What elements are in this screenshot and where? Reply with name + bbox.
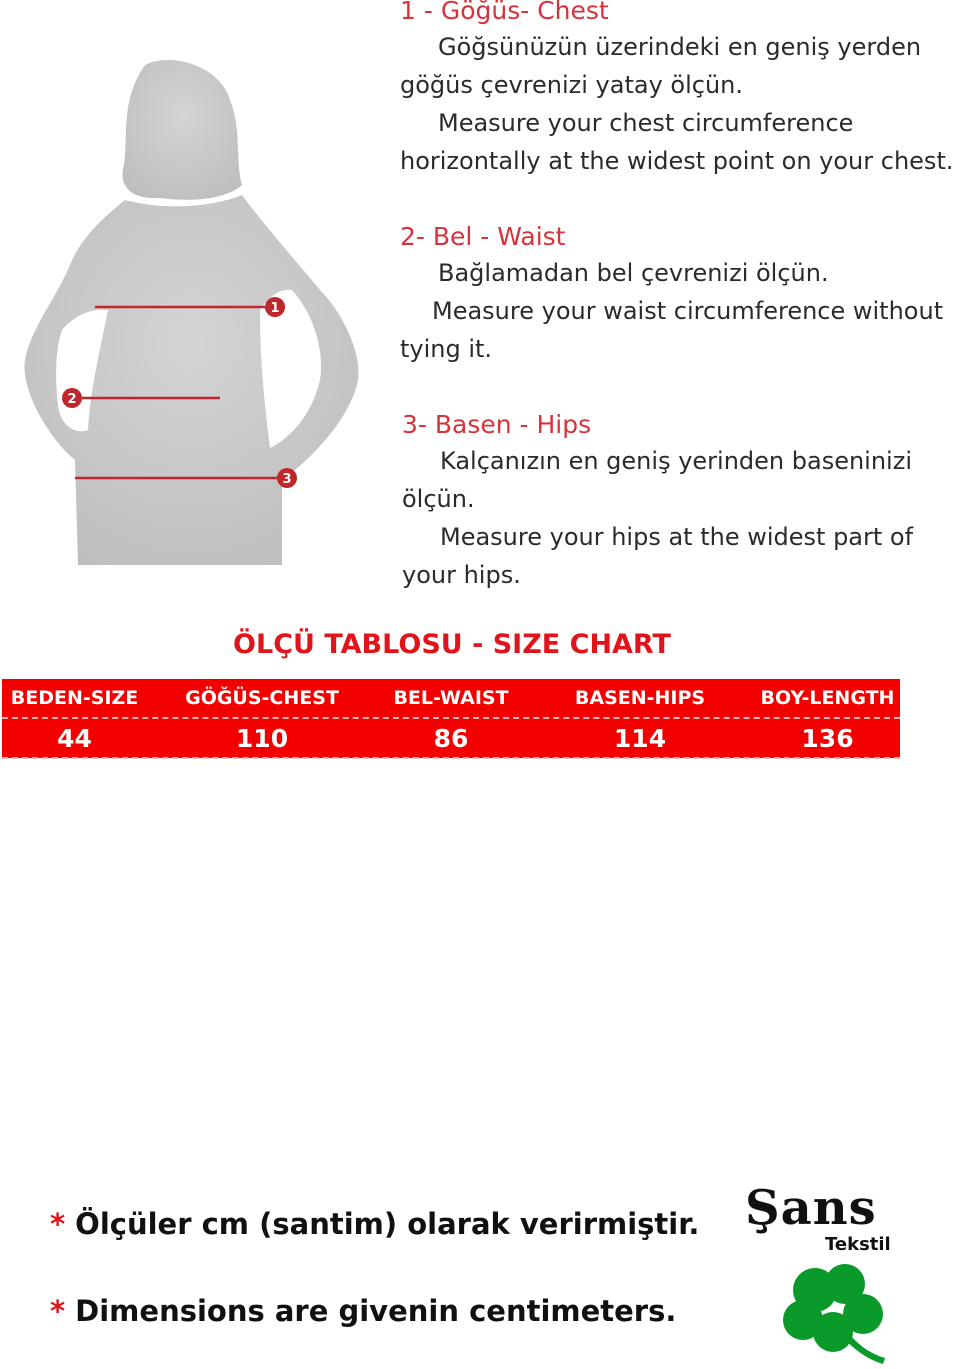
header-hips: BASEN-HIPS <box>574 687 706 709</box>
waist-title: 2- Bel - Waist <box>400 222 566 251</box>
size-chart-title: ÖLÇÜ TABLOSU - SIZE CHART <box>233 629 671 660</box>
hips-section <box>402 408 913 594</box>
marker-1 <box>265 297 285 317</box>
waist-en-line-1: Measure your waist circumference without <box>432 297 944 325</box>
table-bottom-border <box>2 757 900 759</box>
value-waist: 86 <box>433 723 469 753</box>
svg-text:2: 2 <box>67 392 77 407</box>
value-length: 136 <box>801 723 854 753</box>
silhouette-head <box>123 60 243 200</box>
value-chest: 110 <box>235 723 289 753</box>
note-turkish <box>50 1207 699 1241</box>
logo-brand-name: Şans <box>745 1180 877 1236</box>
hips-tr-line-1: Kalçanızın en geniş yerinden baseninizi <box>440 447 912 475</box>
brand-logo <box>745 1180 915 1369</box>
hips-title: 3- Basen - Hips <box>402 410 592 439</box>
size-chart-value-row <box>2 719 900 757</box>
note-english <box>50 1294 676 1328</box>
silhouette-svg <box>20 60 365 570</box>
chest-section <box>400 0 953 180</box>
waist-en-line-2: tying it. <box>400 335 493 363</box>
header-length: BOY-LENGTH <box>760 687 895 709</box>
waist-tr-line-1: Bağlamadan bel çevrenizi ölçün. <box>438 259 829 287</box>
value-hips: 114 <box>613 723 667 753</box>
body-measurement-figure <box>20 60 365 570</box>
waist-section <box>400 220 943 368</box>
note-star: * <box>50 1294 66 1328</box>
chest-en-line-1: Measure your chest circumference <box>438 109 854 137</box>
hips-en-line-2: your hips. <box>402 561 521 589</box>
header-waist: BEL-WAIST <box>393 687 509 709</box>
chest-tr-line-2: göğüs çevrenizi yatay ölçün. <box>400 71 743 99</box>
value-size: 44 <box>57 723 92 753</box>
hips-en-line-1: Measure your hips at the widest part of <box>440 523 914 551</box>
clover-icon <box>775 1262 890 1367</box>
svg-text:3: 3 <box>282 472 292 487</box>
chest-title: 1 - Göğüs- Chest <box>400 0 609 25</box>
note-turkish-text: Ölçüler cm (santim) olarak verirmiştir. <box>75 1207 700 1241</box>
note-english-text: Dimensions are givenin centimeters. <box>75 1294 677 1328</box>
logo-subtitle: Tekstil <box>825 1234 891 1255</box>
marker-3 <box>277 468 297 488</box>
hips-tr-line-2: ölçün. <box>402 485 475 513</box>
header-size: BEDEN-SIZE <box>10 687 139 709</box>
chest-en-line-2: horizontally at the widest point on your chest. <box>400 147 954 175</box>
marker-2 <box>62 388 82 408</box>
note-star: * <box>50 1207 66 1241</box>
size-chart-header-row <box>2 679 900 719</box>
size-chart-table <box>2 679 900 758</box>
svg-text:1: 1 <box>270 301 280 316</box>
header-chest: GÖĞÜS-CHEST <box>185 687 339 709</box>
chest-tr-line-1: Göğsünüzün üzerindeki en geniş yerden <box>438 33 922 61</box>
